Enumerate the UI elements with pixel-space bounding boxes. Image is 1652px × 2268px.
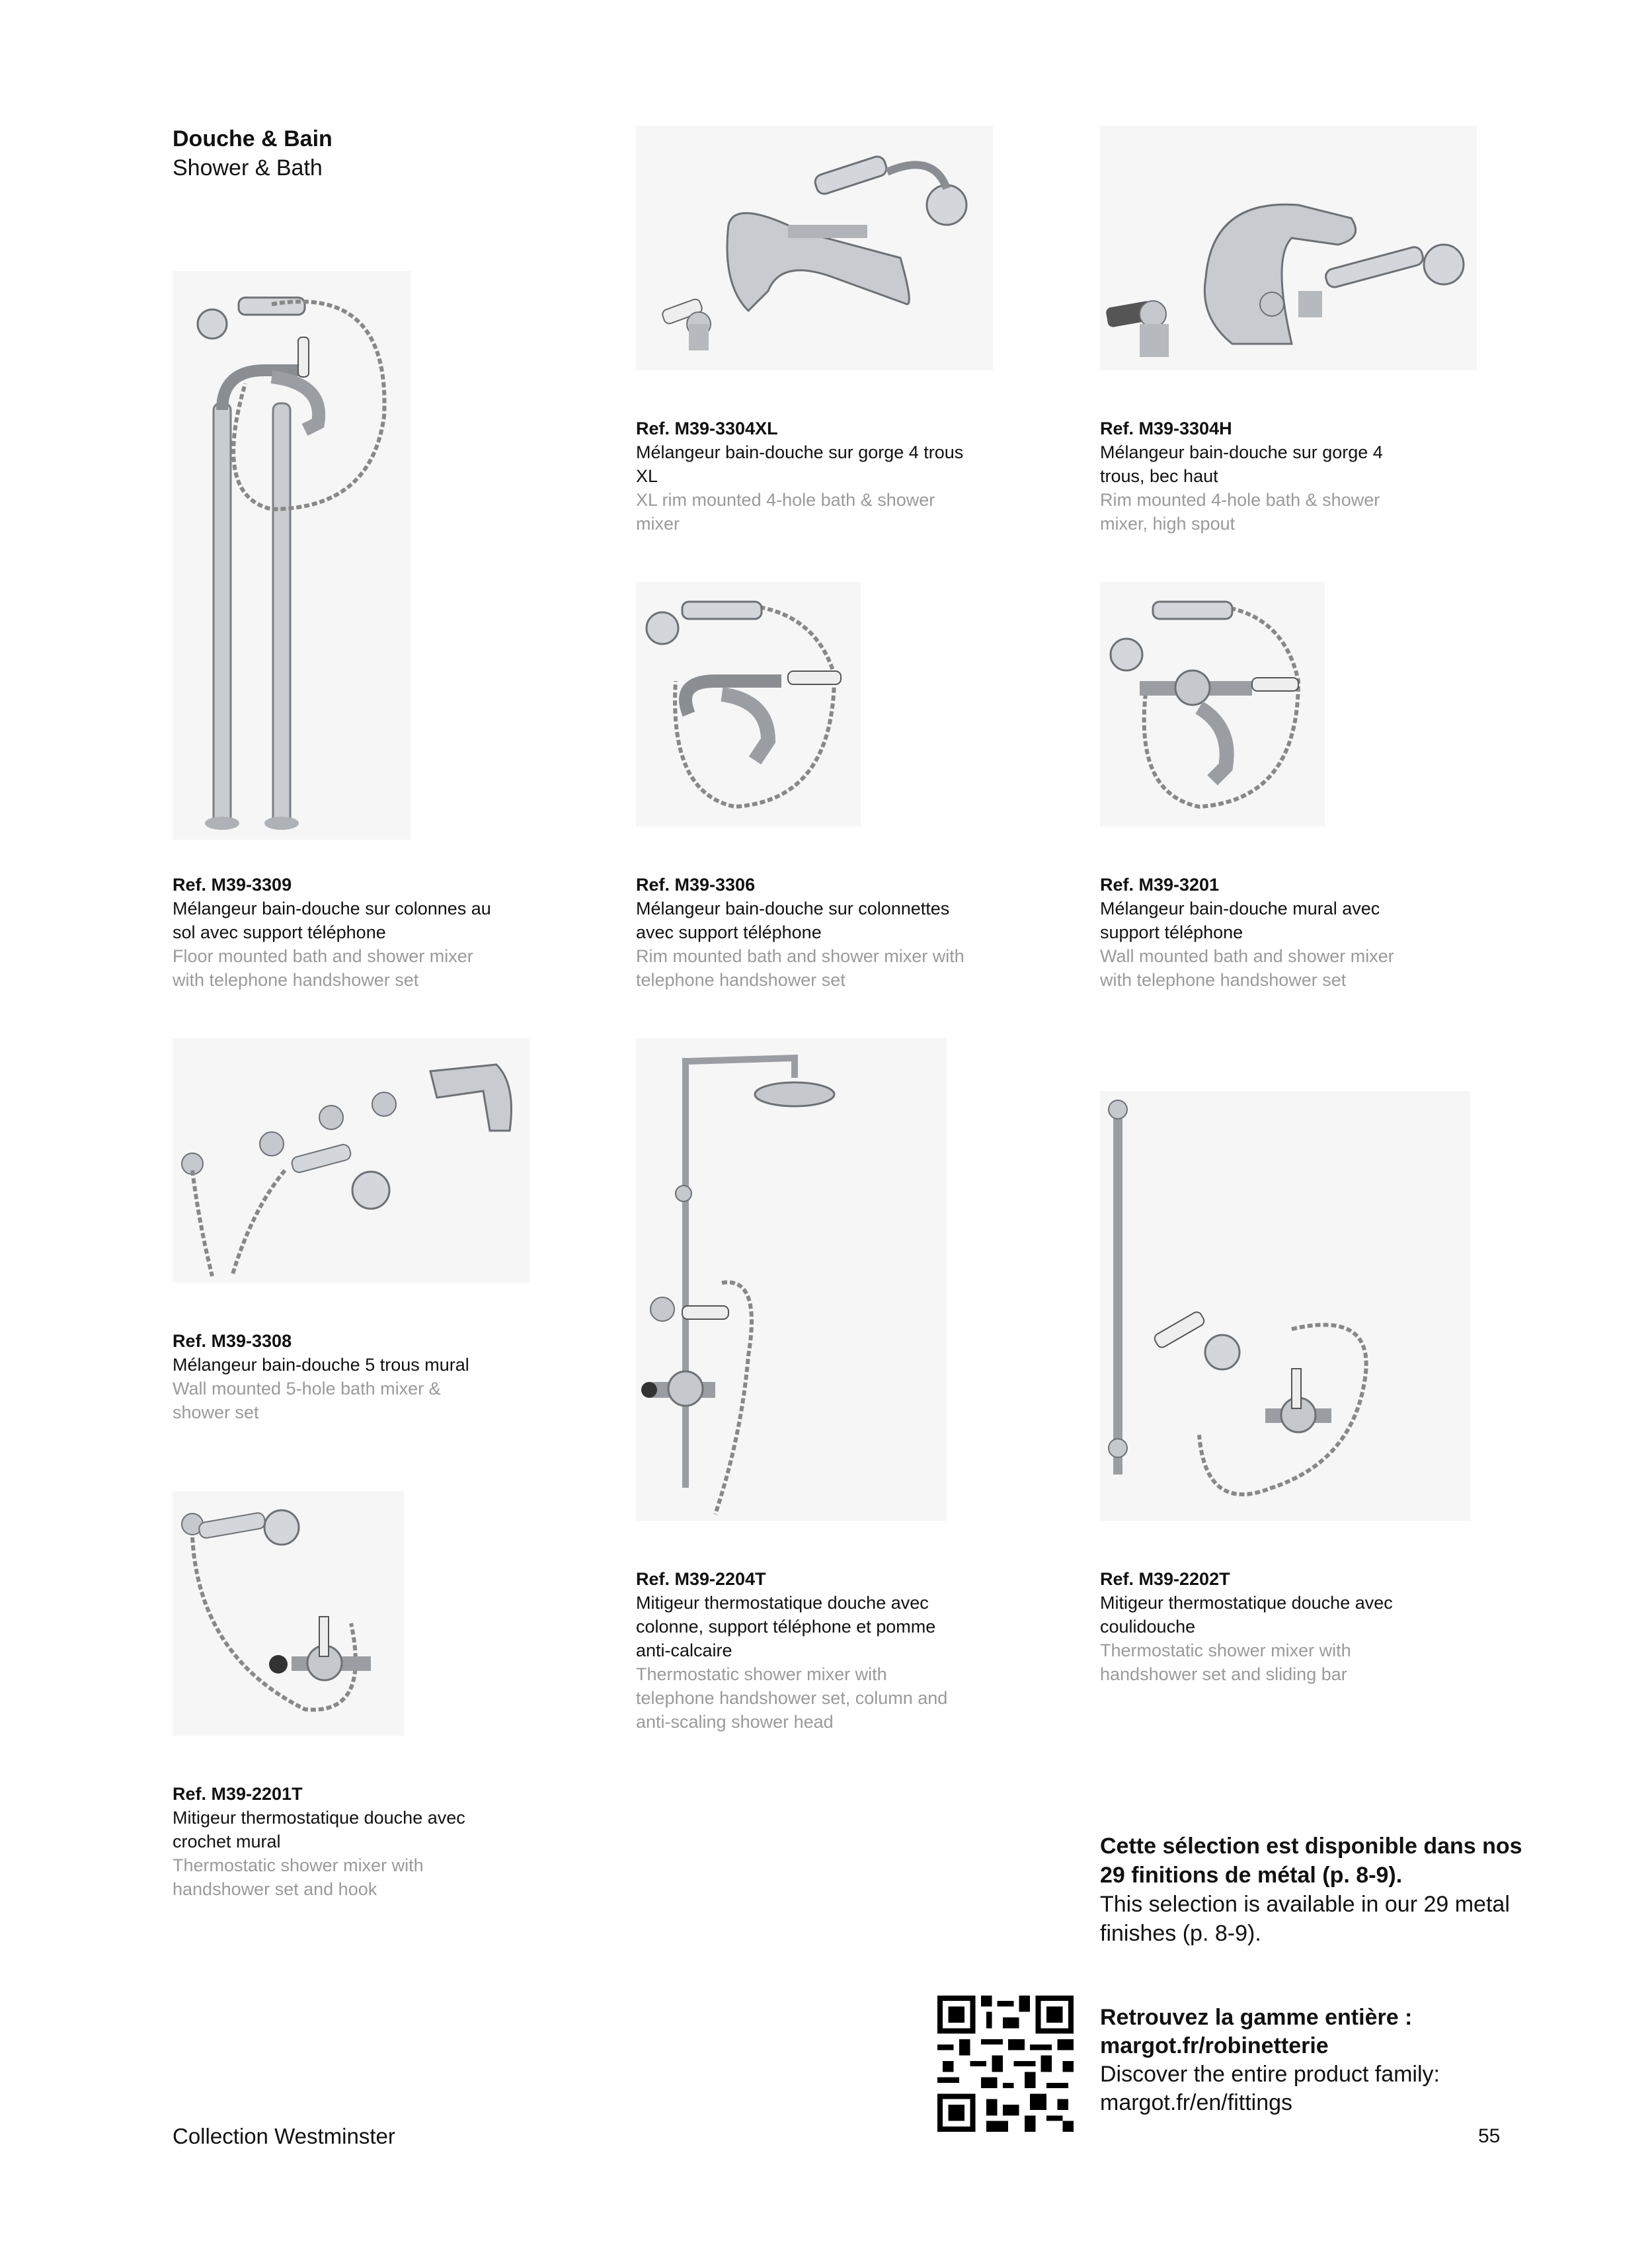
product-ref: Ref. M39-2201T <box>173 1784 303 1804</box>
product-desc-fr: Mitigeur thermostatique douche avec coulidouche <box>1100 1593 1393 1637</box>
product-text <box>636 417 966 536</box>
wall-mounted-5-hole-image <box>173 1038 530 1283</box>
product-ref: Ref. M39-3201 <box>1100 875 1220 895</box>
rim-mounted-telephone-mixer-image <box>636 582 861 827</box>
product-desc-en: Rim mounted 4-hole bath & shower mixer, high spout <box>1100 490 1380 534</box>
product-desc-fr: Mélangeur bain-douche sur gorge 4 trous, bec haut <box>1100 442 1383 486</box>
product-ref: Ref. M39-3306 <box>636 875 756 895</box>
product-desc-en: Wall mounted 5-hole bath mixer & shower set <box>173 1379 441 1422</box>
qr-code-icon[interactable] <box>937 1996 1074 2132</box>
section-title-fr: Douche & Bain <box>173 126 333 151</box>
discover-link-en[interactable]: margot.fr/en/fittings <box>1100 2090 1293 2115</box>
shower-hook-image <box>173 1491 404 1736</box>
product-ref: Ref. M39-2202T <box>1100 1569 1230 1589</box>
availability-fr: Cette sélection est disponible dans nos 29 finitions de métal (p. 8-9). <box>1100 1834 1522 1888</box>
discover-label-en: Discover the entire product family: <box>1100 2062 1440 2087</box>
footer-collection: Collection Westminster <box>173 2124 395 2148</box>
product-text <box>173 873 503 992</box>
wall-mounted-telephone-mixer-image <box>1100 582 1325 827</box>
product-text <box>1100 873 1431 992</box>
sliding-bar-shower-image <box>1100 1091 1470 1521</box>
product-text <box>1100 1567 1431 1686</box>
rim-mounted-4-hole-high-spout-image <box>1100 126 1477 370</box>
floor-standing-bath-mixer-image <box>173 271 411 840</box>
product-desc-fr: Mélangeur bain-douche mural avec support téléphone <box>1100 899 1380 942</box>
product-desc-fr: Mélangeur bain-douche sur colonnettes avec support téléphone <box>636 899 950 942</box>
product-text <box>636 873 966 992</box>
product-text <box>1100 417 1431 536</box>
discover-block <box>1100 2004 1523 2117</box>
product-text <box>173 1782 503 1901</box>
product-desc-en: Floor mounted bath and shower mixer with telephone handshower set <box>173 946 473 990</box>
product-ref: Ref. M39-3309 <box>173 875 292 895</box>
availability-en: This selection is available in our 29 metal finishes (p. 8-9). <box>1100 1892 1510 1946</box>
discover-link-fr[interactable]: margot.fr/robinetterie <box>1100 2033 1329 2058</box>
product-desc-en: Wall mounted bath and shower mixer with telephone handshower set <box>1100 946 1394 990</box>
product-text <box>173 1329 503 1424</box>
shower-column-image <box>636 1038 947 1521</box>
section-title-en: Shower & Bath <box>173 155 323 181</box>
product-ref: Ref. M39-3304XL <box>636 419 778 438</box>
product-desc-en: Thermostatic shower mixer with handshower set and hook <box>173 1855 424 1899</box>
product-ref: Ref. M39-3304H <box>1100 419 1232 438</box>
product-ref: Ref. M39-3308 <box>173 1331 292 1351</box>
product-ref: Ref. M39-2204T <box>636 1569 766 1589</box>
product-desc-fr: Mélangeur bain-douche sur colonnes au sol avec support téléphone <box>173 899 491 942</box>
product-desc-fr: Mitigeur thermostatique douche avec colonne, support téléphone et pomme anti-calcaire <box>636 1593 936 1660</box>
page-number: 55 <box>1478 2125 1501 2147</box>
product-desc-en: Thermostatic shower mixer with handshower set and sliding bar <box>1100 1640 1351 1684</box>
product-desc-fr: Mélangeur bain-douche 5 trous mural <box>173 1355 469 1375</box>
product-desc-en: XL rim mounted 4-hole bath & shower mixer <box>636 490 935 534</box>
product-text <box>636 1567 966 1734</box>
availability-note <box>1100 1832 1523 1948</box>
rim-mounted-4-hole-xl-image <box>636 126 993 370</box>
discover-label-fr: Retrouvez la gamme entière : <box>1100 2005 1413 2030</box>
product-desc-en: Rim mounted bath and shower mixer with telephone handshower set <box>636 946 964 990</box>
product-desc-fr: Mélangeur bain-douche sur gorge 4 trous XL <box>636 442 964 486</box>
product-desc-en: Thermostatic shower mixer with telephone handshower set, column and anti-scaling shower head <box>636 1664 948 1732</box>
product-desc-fr: Mitigeur thermostatique douche avec crochet mural <box>173 1808 465 1851</box>
